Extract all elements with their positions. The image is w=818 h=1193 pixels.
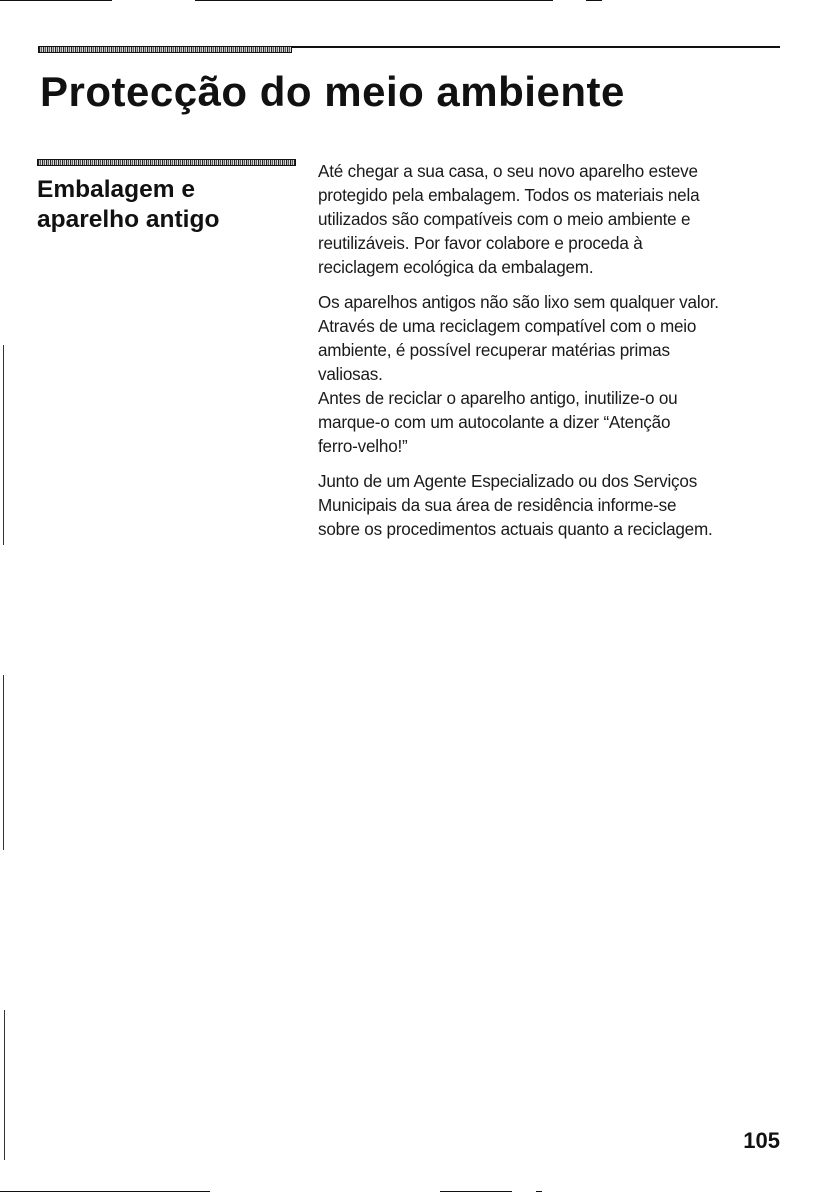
paragraph-packaging: Até chegar a sua casa, o seu novo aparelho esteve protegido pela embalagem. Todos os materiais nela utilizados são compatíveis com o meio ambiente e reutilizáveis. Por favor colabore e proceda à reciclagem ecológica da embalagem. [318, 162, 700, 277]
top-edge-line-center [195, 0, 553, 1]
bottom-edge-line-center [440, 1191, 512, 1192]
page-title: Protecção do meio ambiente [40, 68, 625, 115]
section-title [37, 175, 297, 235]
top-edge-line-left [0, 0, 112, 1]
top-edge-line-right [586, 0, 602, 1]
margin-line-2 [3, 675, 4, 850]
paragraph-local-services: Junto de um Agente Especializado ou dos Serviços Municipais da sua área de residência informe-se sobre os procedimentos actuais quanto a reciclagem. [318, 472, 713, 539]
section-title-line-1: Embalagem e [37, 176, 195, 203]
bottom-edge-line-left [0, 1191, 210, 1192]
margin-line-1 [3, 345, 4, 545]
section-shaded-bar [37, 159, 296, 166]
bottom-edge-line-right [536, 1191, 542, 1192]
page-number: 105 [743, 1128, 780, 1153]
header-shaded-bar [38, 46, 292, 53]
margin-line-3 [4, 1010, 5, 1160]
paragraph-disable-appliance: Antes de reciclar o aparelho antigo, inutilize-o ou marque-o com um autocolante a dizer “Atenção ferro-velho!” [318, 389, 678, 456]
body-text-column [318, 160, 788, 553]
section-title-line-2: aparelho antigo [37, 206, 220, 233]
paragraph-old-appliances: Os aparelhos antigos não são lixo sem qualquer valor. Através de uma reciclagem compatível com o meio ambiente, é possível recuperar matérias primas valiosas. [318, 293, 719, 384]
header-rule [292, 46, 780, 48]
